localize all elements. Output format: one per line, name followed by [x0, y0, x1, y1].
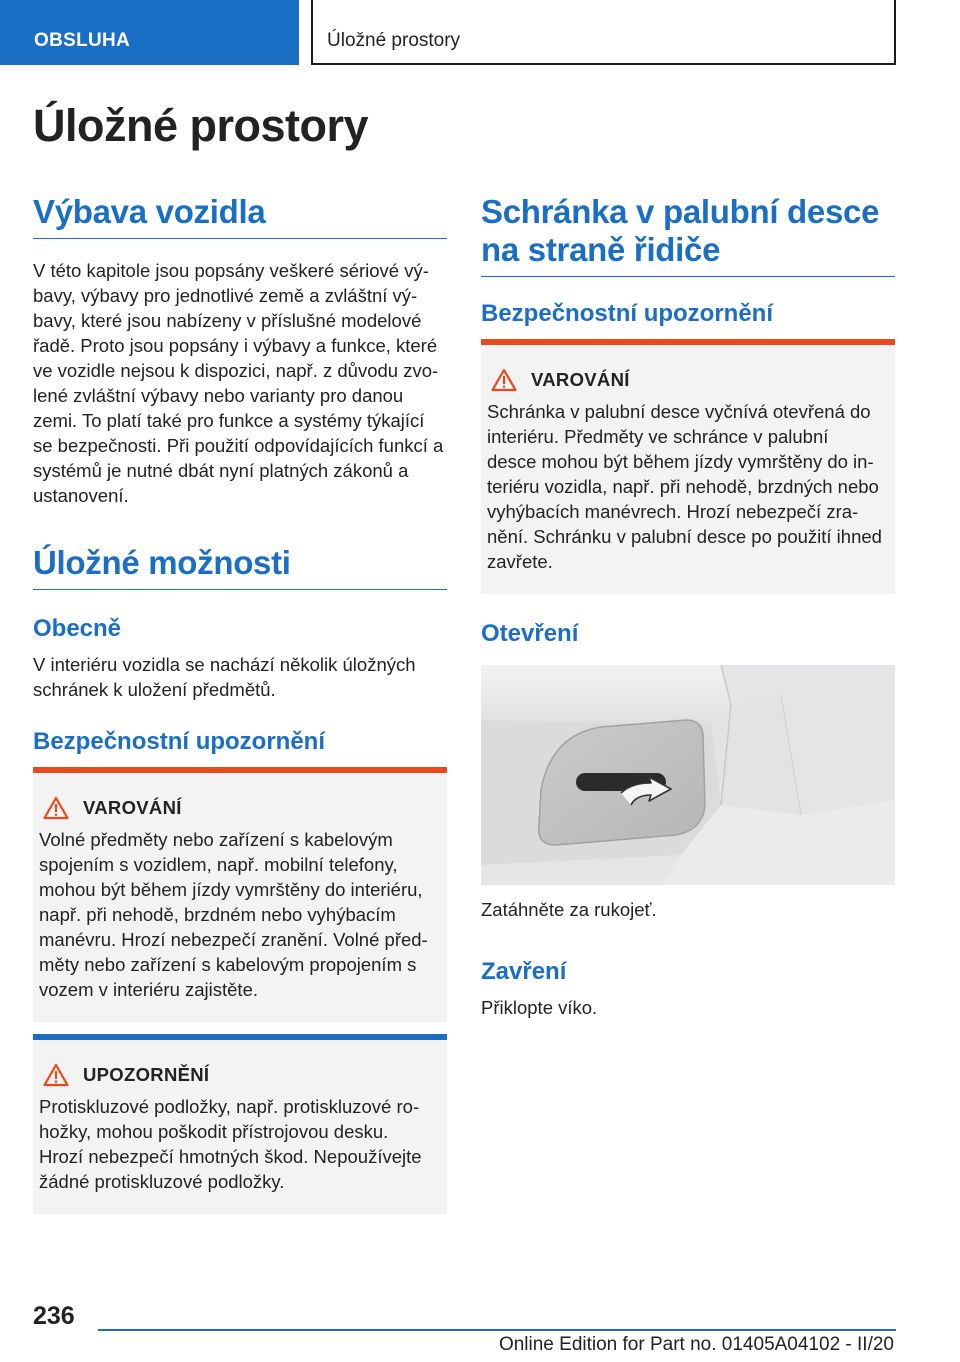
- text-line: desce mohou být během jízdy vymrštěny do in-: [487, 451, 874, 472]
- text-line: Hrozí nebezpečí hmotných škod. Nepoužívejte: [39, 1146, 422, 1167]
- text-line: měty nebo zařízení s kabelovým propojením s: [39, 954, 417, 975]
- heading-bezpecnostni-upozorneni: Bezpečnostní upozornění: [33, 728, 326, 755]
- text-line: zemi. To platí také pro funkce a systémy týkající: [33, 410, 425, 431]
- text-line: Protiskluzové podložky, např. protiskluzové ro-: [39, 1096, 420, 1117]
- heading-line: na straně řidiče: [481, 231, 721, 268]
- warning-text: [39, 827, 441, 1002]
- footer-rule: [98, 1329, 896, 1331]
- text-line: spojením s vozidlem, např. mobilní telefony,: [39, 854, 398, 875]
- heading-zavreni: Zavření: [481, 958, 567, 985]
- notice-title: UPOZORNĚNÍ: [83, 1064, 210, 1085]
- text-line: teriéru vozidla, např. při nehodě, brzdných nebo: [487, 476, 879, 497]
- text-line: mohou být během jízdy vymrštěny do interiéru,: [39, 879, 423, 900]
- zavreni-text: Přiklopte víko.: [481, 997, 598, 1018]
- warning-triangle-icon: [43, 1063, 69, 1087]
- heading-bezpecnostni-upozorneni: Bezpečnostní upozornění: [481, 300, 774, 327]
- warning-title: VAROVÁNÍ: [531, 369, 630, 390]
- warning-title: VAROVÁNÍ: [83, 797, 182, 818]
- heading-schranka: [481, 193, 895, 277]
- notice-text: [39, 1094, 441, 1194]
- page-title: Úložné prostory: [33, 100, 369, 151]
- text-line: zavřete.: [487, 551, 553, 572]
- text-line: V interiéru vozidla se nachází několik úložných: [33, 654, 416, 675]
- section-tab: [0, 0, 299, 65]
- warning-triangle-icon: [491, 368, 517, 392]
- text-line: Volné předměty nebo zařízení s kabelovým: [39, 829, 393, 850]
- heading-otevreni: Otevření: [481, 620, 579, 647]
- text-line: systémů je nutné dbát nyní platných zákonů a: [33, 460, 409, 481]
- edition-note: Online Edition for Part no. 01405A04102 - II/20: [498, 1334, 894, 1355]
- text-line: vyhýbacích manévrech. Hrozí nebezpečí zra-: [487, 501, 859, 522]
- text-line: řadě. Proto jsou popsány i výbavy a funkce, které: [33, 335, 438, 356]
- text-line: V této kapitole jsou popsány veškeré sériové vý-: [33, 260, 429, 281]
- text-line: interiéru. Předměty ve schránce v palubní: [487, 426, 829, 447]
- glovebox-illustration: [481, 665, 895, 885]
- notice-box: [33, 1034, 447, 1214]
- text-line: vozem v interiéru zajistěte.: [39, 979, 259, 1000]
- text-line: schránek k uložení předmětů.: [33, 679, 276, 700]
- warning-box: [33, 767, 447, 1022]
- warning-triangle-icon: [43, 796, 69, 820]
- photo-caption: Zatáhněte za rukojeť.: [481, 899, 657, 920]
- text-line: bavy, které jsou nabízeny v příslušné modelové: [33, 310, 422, 331]
- section-label: OBSLUHA: [34, 30, 131, 51]
- text-line: Schránka v palubní desce vyčnívá otevřená do: [487, 401, 871, 422]
- breadcrumb-label: Úložné prostory: [327, 30, 461, 51]
- text-line: bavy, výbavy pro jednotlivé země a zvláštní vý-: [33, 285, 418, 306]
- text-line: ustanovení.: [33, 485, 129, 506]
- heading-obecne: Obecně: [33, 615, 122, 642]
- breadcrumb: [311, 0, 896, 65]
- text-line: manévru. Hrozí nebezpečí zranění. Volné před-: [39, 929, 428, 950]
- text-line: hožky, mohou poškodit přístrojovou desku.: [39, 1121, 389, 1142]
- text-line: ve vozidle nejsou k dispozici, např. z důvodu zvo-: [33, 360, 439, 381]
- page-number: 236: [33, 1302, 75, 1330]
- text-line: lené zvláštní výbavy nebo varianty pro danou: [33, 385, 404, 406]
- obecne-paragraph: [33, 652, 447, 702]
- text-line: žádné protiskluzové podložky.: [39, 1171, 285, 1192]
- text-line: nění. Schránku v palubní desce po použití ihned: [487, 526, 882, 547]
- heading-line: Schránka v palubní desce: [481, 193, 880, 230]
- warning-text: [487, 399, 889, 574]
- heading-ulozne-moznosti: Úložné možnosti: [33, 544, 447, 590]
- glovebox-drawing: [481, 665, 895, 885]
- text-line: se bezpečnosti. Při použití odpovídajících funkcí a: [33, 435, 444, 456]
- warning-box: [481, 339, 895, 594]
- text-line: např. při nehodě, brzdném nebo vyhýbacím: [39, 904, 396, 925]
- vybava-paragraph: [33, 258, 447, 508]
- heading-vybava-vozidla: Výbava vozidla: [33, 193, 447, 239]
